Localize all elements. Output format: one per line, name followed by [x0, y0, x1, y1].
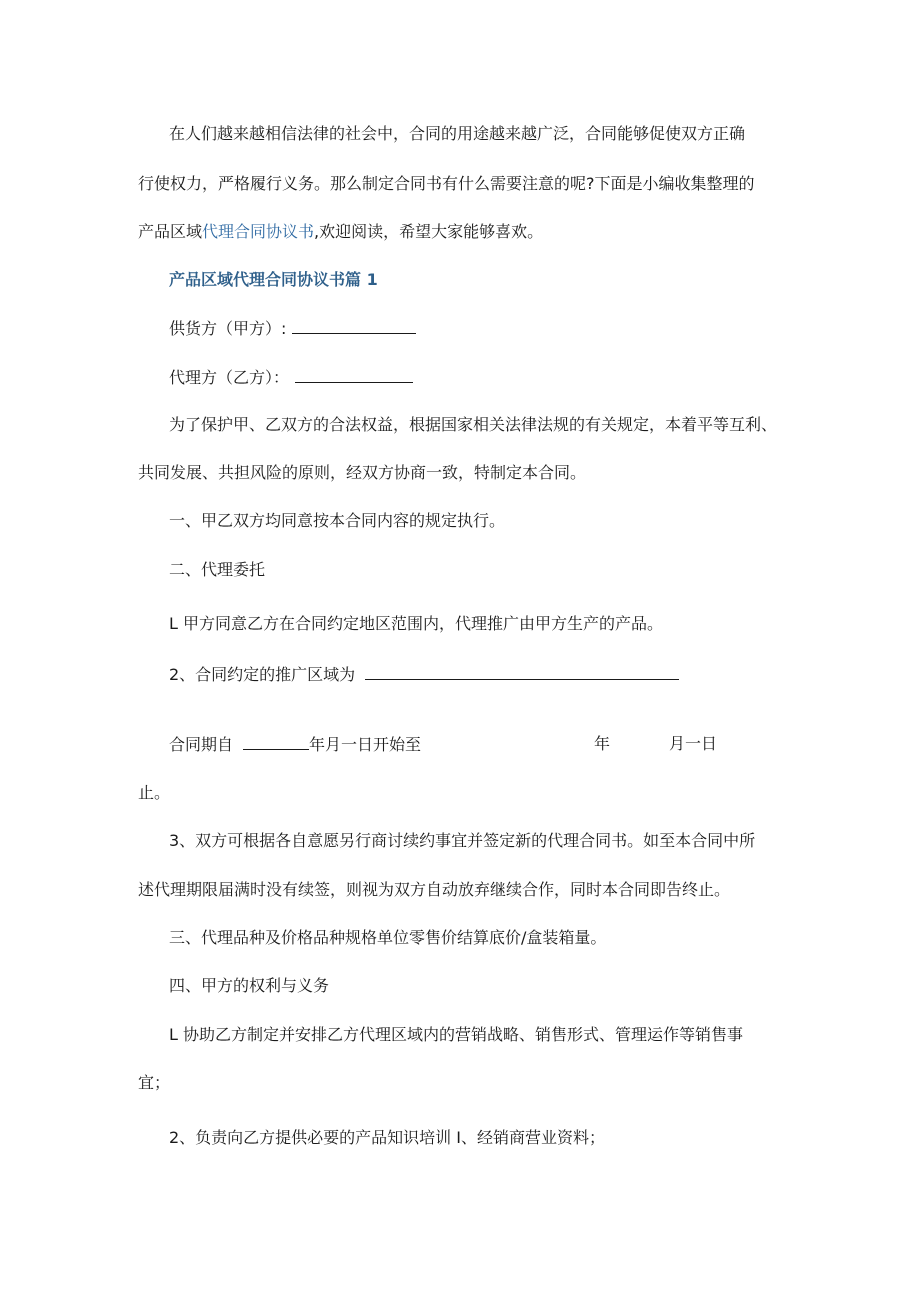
preamble-line-2: 共同发展、共担风险的原则，经双方协商一致，特制定本合同。: [138, 463, 587, 482]
party-b-label: 代理方（乙方）：: [169, 368, 290, 387]
period-month-day: 月一日: [669, 734, 718, 753]
clause-4-item-1-line-1: L 协助乙方制定并安排乙方代理区域内的营销战略、销售形式、管理运作等销售事: [169, 1025, 744, 1044]
clause-2-item-3-line-1: 3、双方可根据各自意愿另行商讨续约事宜并签定新的代理合同书。如至本合同中所: [169, 831, 756, 850]
intro-paragraph-line-3: [138, 222, 543, 242]
region-blank: [365, 664, 679, 680]
preamble-line-1: 为了保护甲、乙双方的合法权益，根据国家相关法律法规的有关规定，本着平等互利、: [169, 415, 778, 434]
party-b-blank: [295, 367, 413, 383]
contract-period-line: [169, 734, 421, 754]
clause-2-title: 二、代理委托: [169, 560, 266, 579]
clause-4-item-1-line-2: 宜；: [138, 1073, 171, 1092]
intro-text-end: ,欢迎阅读，希望大家能够喜欢。: [314, 222, 544, 241]
party-b-field: [169, 367, 413, 387]
party-a-field: [169, 318, 416, 338]
period-year: 年: [594, 734, 611, 753]
intro-paragraph-line-2: 行使权力，严格履行义务。那么制定合同书有什么需要注意的呢?下面是小编收集整理的: [138, 174, 755, 193]
clause-1: 一、甲乙双方均同意按本合同内容的规定执行。: [169, 511, 506, 530]
period-start-blank: [243, 734, 309, 750]
period-middle: 年月一日开始至: [309, 735, 422, 754]
region-label: 2、合同约定的推广区域为: [169, 665, 356, 684]
clause-4-title: 四、甲方的权利与义务: [169, 976, 330, 995]
contract-link[interactable]: 代理合同协议书: [202, 222, 315, 241]
party-a-label: 供货方（甲方）:: [169, 319, 287, 338]
period-end: 止。: [138, 783, 171, 802]
period-prefix: 合同期自: [169, 735, 234, 754]
clause-2-item-1: L 甲方同意乙方在合同约定地区范围内，代理推广由甲方生产的产品。: [169, 614, 664, 633]
intro-text: 产品区域: [138, 222, 203, 241]
party-a-blank: [292, 318, 416, 334]
clause-2-item-3-line-2: 述代理期限届满时没有续签，则视为双方自动放弃继续合作，同时本合同即告终止。: [138, 880, 731, 899]
clause-2-item-2: [169, 664, 679, 684]
section-heading: 产品区域代理合同协议书篇 1: [169, 270, 378, 289]
intro-paragraph-line-1: 在人们越来越相信法律的社会中，合同的用途越来越广泛，合同能够促使双方正确: [169, 124, 746, 143]
clause-4-item-2: 2、负责向乙方提供必要的产品知识培训 I、经销商营业资料；: [169, 1128, 605, 1147]
clause-3: 三、代理品种及价格品种规格单位零售价结算底价/盒装箱量。: [169, 928, 607, 947]
